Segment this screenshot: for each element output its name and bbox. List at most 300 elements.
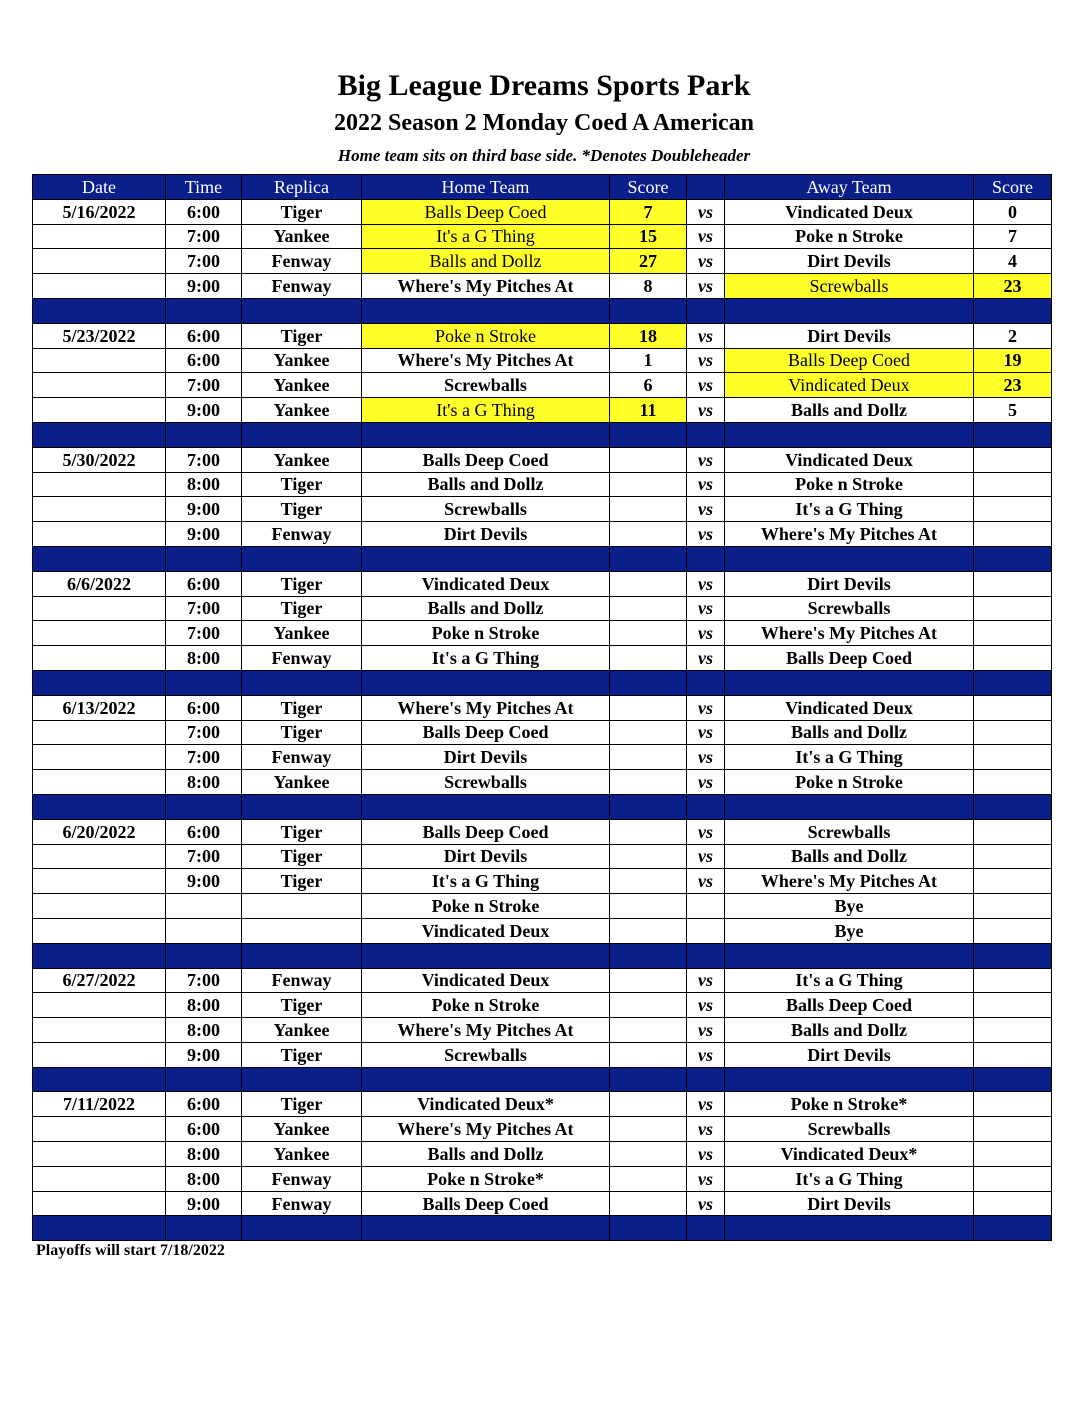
cell-vs: vs <box>687 745 725 770</box>
separator-cell <box>242 546 362 571</box>
table-row <box>33 249 1052 274</box>
week-separator <box>33 943 1052 968</box>
cell-away-score <box>974 1117 1052 1142</box>
separator-cell <box>725 794 974 819</box>
cell-date: 5/23/2022 <box>33 323 166 348</box>
week-separator <box>33 794 1052 819</box>
cell-home-score: 8 <box>610 274 687 299</box>
table-row <box>33 472 1052 497</box>
cell-time: 7:00 <box>166 447 242 472</box>
cell-date: 5/16/2022 <box>33 199 166 224</box>
cell-replica: Tiger <box>242 497 362 522</box>
cell-time: 8:00 <box>166 1018 242 1043</box>
cell-replica: Yankee <box>242 770 362 795</box>
separator-cell <box>974 298 1052 323</box>
cell-away-score <box>974 1092 1052 1117</box>
cell-date: 5/30/2022 <box>33 447 166 472</box>
separator-cell <box>166 943 242 968</box>
cell-home-score: 15 <box>610 224 687 249</box>
cell-home-team: It's a G Thing <box>362 398 610 423</box>
separator-cell <box>687 546 725 571</box>
cell-vs: vs <box>687 1117 725 1142</box>
cell-date <box>33 497 166 522</box>
cell-home-score: 6 <box>610 373 687 398</box>
cell-time: 6:00 <box>166 1117 242 1142</box>
cell-home-score <box>610 497 687 522</box>
table-row <box>33 1018 1052 1043</box>
cell-vs: vs <box>687 323 725 348</box>
separator-cell <box>725 546 974 571</box>
cell-vs: vs <box>687 968 725 993</box>
cell-time: 6:00 <box>166 348 242 373</box>
cell-away-score <box>974 522 1052 547</box>
cell-away-team: Where's My Pitches At <box>725 621 974 646</box>
cell-home-team: Vindicated Deux* <box>362 1092 610 1117</box>
cell-home-team: Screwballs <box>362 1042 610 1067</box>
cell-time: 7:00 <box>166 745 242 770</box>
separator-cell <box>362 1216 610 1241</box>
cell-away-team: Screwballs <box>725 274 974 299</box>
cell-vs: vs <box>687 373 725 398</box>
cell-replica: Tiger <box>242 323 362 348</box>
cell-away-team: Vindicated Deux <box>725 695 974 720</box>
separator-cell <box>242 1216 362 1241</box>
separator-cell <box>362 670 610 695</box>
cell-home-score: 7 <box>610 199 687 224</box>
cell-time: 7:00 <box>166 720 242 745</box>
cell-date <box>33 844 166 869</box>
cell-date <box>33 373 166 398</box>
cell-time <box>166 918 242 943</box>
cell-time: 7:00 <box>166 373 242 398</box>
cell-home-score <box>610 869 687 894</box>
cell-away-score: 23 <box>974 274 1052 299</box>
cell-time: 9:00 <box>166 398 242 423</box>
cell-home-score <box>610 1191 687 1216</box>
header-time: Time <box>166 175 242 200</box>
cell-home-team: Where's My Pitches At <box>362 1018 610 1043</box>
cell-replica: Fenway <box>242 646 362 671</box>
cell-time: 6:00 <box>166 695 242 720</box>
cell-away-score <box>974 1018 1052 1043</box>
cell-time: 8:00 <box>166 1166 242 1191</box>
separator-cell <box>33 794 166 819</box>
separator-cell <box>687 794 725 819</box>
cell-replica: Yankee <box>242 373 362 398</box>
cell-away-score <box>974 894 1052 919</box>
separator-cell <box>687 943 725 968</box>
schedule-note: Home team sits on third base side. *Denotes Doubleheader <box>337 146 751 165</box>
table-row <box>33 571 1052 596</box>
cell-replica: Tiger <box>242 571 362 596</box>
week-separator <box>33 546 1052 571</box>
cell-time: 6:00 <box>166 323 242 348</box>
cell-time: 7:00 <box>166 224 242 249</box>
cell-away-team: Bye <box>725 918 974 943</box>
separator-cell <box>362 1067 610 1092</box>
separator-cell <box>33 1216 166 1241</box>
cell-home-team: Balls and Dollz <box>362 1142 610 1167</box>
cell-home-score <box>610 472 687 497</box>
cell-away-score <box>974 968 1052 993</box>
cell-home-score <box>610 522 687 547</box>
cell-home-score: 1 <box>610 348 687 373</box>
separator-cell <box>687 1067 725 1092</box>
table-row <box>33 199 1052 224</box>
cell-away-score <box>974 869 1052 894</box>
table-row <box>33 1042 1052 1067</box>
table-row <box>33 869 1052 894</box>
cell-home-score <box>610 1166 687 1191</box>
cell-time: 8:00 <box>166 770 242 795</box>
cell-vs: vs <box>687 720 725 745</box>
cell-replica: Yankee <box>242 398 362 423</box>
cell-date <box>33 1042 166 1067</box>
cell-date <box>33 522 166 547</box>
cell-vs: vs <box>687 348 725 373</box>
cell-home-team: Dirt Devils <box>362 745 610 770</box>
cell-vs: vs <box>687 274 725 299</box>
cell-replica: Tiger <box>242 199 362 224</box>
table-row <box>33 274 1052 299</box>
cell-away-score <box>974 621 1052 646</box>
cell-vs: vs <box>687 1092 725 1117</box>
header-away-team: Away Team <box>725 175 974 200</box>
separator-cell <box>242 943 362 968</box>
cell-away-team: Vindicated Deux <box>725 447 974 472</box>
cell-home-team: Dirt Devils <box>362 522 610 547</box>
cell-replica <box>242 894 362 919</box>
cell-replica: Yankee <box>242 1018 362 1043</box>
cell-vs: vs <box>687 646 725 671</box>
cell-time: 6:00 <box>166 1092 242 1117</box>
cell-replica: Tiger <box>242 596 362 621</box>
cell-away-score <box>974 472 1052 497</box>
separator-cell <box>362 546 610 571</box>
cell-home-team: Balls Deep Coed <box>362 199 610 224</box>
cell-away-score <box>974 1042 1052 1067</box>
cell-away-score <box>974 1142 1052 1167</box>
cell-time: 6:00 <box>166 819 242 844</box>
cell-home-score <box>610 596 687 621</box>
cell-time: 8:00 <box>166 646 242 671</box>
cell-date: 6/13/2022 <box>33 695 166 720</box>
cell-replica: Fenway <box>242 968 362 993</box>
table-row <box>33 323 1052 348</box>
cell-vs: vs <box>687 1018 725 1043</box>
separator-cell <box>610 1216 687 1241</box>
cell-date <box>33 646 166 671</box>
separator-cell <box>974 670 1052 695</box>
cell-date <box>33 1166 166 1191</box>
cell-date: 6/6/2022 <box>33 571 166 596</box>
cell-home-team: It's a G Thing <box>362 224 610 249</box>
separator-cell <box>610 422 687 447</box>
cell-away-team: It's a G Thing <box>725 745 974 770</box>
cell-date <box>33 1191 166 1216</box>
cell-home-team: Balls and Dollz <box>362 472 610 497</box>
table-row <box>33 1191 1052 1216</box>
cell-date <box>33 472 166 497</box>
cell-time: 6:00 <box>166 571 242 596</box>
cell-home-score <box>610 646 687 671</box>
page-title: Big League Dreams Sports Park <box>337 69 751 102</box>
cell-away-team: Balls Deep Coed <box>725 993 974 1018</box>
cell-away-team: Balls Deep Coed <box>725 348 974 373</box>
cell-home-team: Poke n Stroke <box>362 993 610 1018</box>
cell-date <box>33 720 166 745</box>
cell-replica: Tiger <box>242 1042 362 1067</box>
table-row <box>33 993 1052 1018</box>
cell-away-score <box>974 720 1052 745</box>
cell-time: 6:00 <box>166 199 242 224</box>
cell-time: 7:00 <box>166 249 242 274</box>
cell-home-team: Screwballs <box>362 770 610 795</box>
cell-replica: Fenway <box>242 745 362 770</box>
cell-away-score: 2 <box>974 323 1052 348</box>
cell-replica: Fenway <box>242 1166 362 1191</box>
separator-cell <box>725 298 974 323</box>
cell-away-score <box>974 571 1052 596</box>
cell-home-team: Vindicated Deux <box>362 918 610 943</box>
table-row <box>33 522 1052 547</box>
cell-replica: Yankee <box>242 447 362 472</box>
cell-away-score <box>974 1166 1052 1191</box>
cell-vs: vs <box>687 1166 725 1191</box>
cell-replica: Fenway <box>242 249 362 274</box>
cell-time: 9:00 <box>166 1042 242 1067</box>
cell-home-score: 18 <box>610 323 687 348</box>
separator-cell <box>33 1067 166 1092</box>
separator-cell <box>974 422 1052 447</box>
header-replica: Replica <box>242 175 362 200</box>
cell-home-team: Poke n Stroke* <box>362 1166 610 1191</box>
cell-home-team: Poke n Stroke <box>362 621 610 646</box>
cell-away-team: Poke n Stroke <box>725 770 974 795</box>
week-separator <box>33 298 1052 323</box>
table-row <box>33 770 1052 795</box>
cell-time: 8:00 <box>166 472 242 497</box>
cell-away-team: Bye <box>725 894 974 919</box>
cell-home-score <box>610 918 687 943</box>
table-row <box>33 1166 1052 1191</box>
table-row <box>33 497 1052 522</box>
cell-replica: Yankee <box>242 348 362 373</box>
separator-cell <box>166 670 242 695</box>
separator-cell <box>974 1067 1052 1092</box>
cell-time: 9:00 <box>166 869 242 894</box>
cell-away-team: Screwballs <box>725 596 974 621</box>
cell-replica: Tiger <box>242 695 362 720</box>
cell-away-score: 4 <box>974 249 1052 274</box>
cell-vs: vs <box>687 819 725 844</box>
week-separator <box>33 1067 1052 1092</box>
cell-date <box>33 745 166 770</box>
cell-date: 7/11/2022 <box>33 1092 166 1117</box>
header-home-score: Score <box>610 175 687 200</box>
cell-replica: Tiger <box>242 472 362 497</box>
cell-home-score <box>610 770 687 795</box>
week-separator <box>33 1216 1052 1241</box>
table-row <box>33 348 1052 373</box>
cell-vs: vs <box>687 1142 725 1167</box>
cell-date <box>33 274 166 299</box>
cell-away-team: Screwballs <box>725 1117 974 1142</box>
cell-home-team: Balls Deep Coed <box>362 819 610 844</box>
cell-home-team: Vindicated Deux <box>362 968 610 993</box>
table-row <box>33 621 1052 646</box>
separator-cell <box>33 943 166 968</box>
cell-vs <box>687 894 725 919</box>
separator-cell <box>33 422 166 447</box>
header-row <box>33 175 1052 200</box>
cell-time: 7:00 <box>166 621 242 646</box>
cell-vs: vs <box>687 249 725 274</box>
cell-away-team: Vindicated Deux <box>725 373 974 398</box>
cell-replica: Tiger <box>242 1092 362 1117</box>
separator-cell <box>166 1067 242 1092</box>
table-row <box>33 398 1052 423</box>
cell-home-team: Where's My Pitches At <box>362 348 610 373</box>
separator-cell <box>725 670 974 695</box>
cell-away-score <box>974 695 1052 720</box>
cell-home-score <box>610 1018 687 1043</box>
separator-cell <box>610 546 687 571</box>
cell-home-team: Where's My Pitches At <box>362 1117 610 1142</box>
cell-replica <box>242 918 362 943</box>
separator-cell <box>610 298 687 323</box>
cell-home-score <box>610 993 687 1018</box>
cell-home-score <box>610 720 687 745</box>
cell-vs: vs <box>687 1191 725 1216</box>
cell-vs: vs <box>687 571 725 596</box>
page-subtitle: 2022 Season 2 Monday Coed A American <box>333 110 755 136</box>
cell-away-score <box>974 993 1052 1018</box>
cell-date <box>33 1117 166 1142</box>
cell-home-team: Dirt Devils <box>362 844 610 869</box>
separator-cell <box>242 422 362 447</box>
table-row <box>33 224 1052 249</box>
separator-cell <box>362 794 610 819</box>
table-row <box>33 1142 1052 1167</box>
header-home-team: Home Team <box>362 175 610 200</box>
cell-vs: vs <box>687 398 725 423</box>
cell-replica: Yankee <box>242 1142 362 1167</box>
table-row <box>33 1092 1052 1117</box>
week-separator <box>33 422 1052 447</box>
cell-away-team: Vindicated Deux <box>725 199 974 224</box>
cell-home-score <box>610 1042 687 1067</box>
cell-away-score <box>974 819 1052 844</box>
cell-home-team: Where's My Pitches At <box>362 274 610 299</box>
cell-replica: Tiger <box>242 993 362 1018</box>
cell-away-score: 5 <box>974 398 1052 423</box>
table-row <box>33 373 1052 398</box>
cell-home-score <box>610 1117 687 1142</box>
table-row <box>33 745 1052 770</box>
cell-time: 9:00 <box>166 1191 242 1216</box>
cell-time: 9:00 <box>166 274 242 299</box>
separator-cell <box>362 422 610 447</box>
cell-home-score <box>610 1142 687 1167</box>
cell-home-score <box>610 447 687 472</box>
cell-away-team: Poke n Stroke <box>725 224 974 249</box>
separator-cell <box>687 670 725 695</box>
cell-home-team: It's a G Thing <box>362 869 610 894</box>
cell-replica: Yankee <box>242 621 362 646</box>
cell-home-team: Vindicated Deux <box>362 571 610 596</box>
cell-away-score <box>974 844 1052 869</box>
cell-away-team: Balls and Dollz <box>725 720 974 745</box>
cell-replica: Yankee <box>242 1117 362 1142</box>
cell-away-team: Balls Deep Coed <box>725 646 974 671</box>
separator-cell <box>166 1216 242 1241</box>
separator-cell <box>725 1067 974 1092</box>
table-row <box>33 695 1052 720</box>
cell-home-score <box>610 621 687 646</box>
cell-away-team: Dirt Devils <box>725 571 974 596</box>
table-row <box>33 1117 1052 1142</box>
separator-cell <box>725 943 974 968</box>
cell-vs: vs <box>687 596 725 621</box>
cell-home-score <box>610 968 687 993</box>
separator-cell <box>242 794 362 819</box>
cell-away-score: 23 <box>974 373 1052 398</box>
cell-time: 7:00 <box>166 596 242 621</box>
cell-away-team: Balls and Dollz <box>725 1018 974 1043</box>
separator-cell <box>166 546 242 571</box>
cell-time: 7:00 <box>166 968 242 993</box>
separator-cell <box>33 298 166 323</box>
cell-away-team: Dirt Devils <box>725 1042 974 1067</box>
cell-vs: vs <box>687 497 725 522</box>
cell-away-score <box>974 497 1052 522</box>
cell-away-team: Balls and Dollz <box>725 844 974 869</box>
cell-home-team: Poke n Stroke <box>362 894 610 919</box>
cell-vs: vs <box>687 199 725 224</box>
cell-vs: vs <box>687 472 725 497</box>
cell-replica: Fenway <box>242 1191 362 1216</box>
cell-vs: vs <box>687 621 725 646</box>
cell-away-team: Vindicated Deux* <box>725 1142 974 1167</box>
separator-cell <box>687 1216 725 1241</box>
cell-away-score <box>974 596 1052 621</box>
cell-home-team: Balls Deep Coed <box>362 447 610 472</box>
cell-date <box>33 918 166 943</box>
cell-home-team: Screwballs <box>362 497 610 522</box>
cell-vs <box>687 918 725 943</box>
separator-cell <box>725 422 974 447</box>
cell-home-team: Poke n Stroke <box>362 323 610 348</box>
cell-vs: vs <box>687 993 725 1018</box>
separator-cell <box>362 298 610 323</box>
cell-vs: vs <box>687 695 725 720</box>
cell-home-score <box>610 894 687 919</box>
separator-cell <box>610 943 687 968</box>
cell-replica: Tiger <box>242 720 362 745</box>
cell-home-team: Screwballs <box>362 373 610 398</box>
cell-date <box>33 348 166 373</box>
cell-date <box>33 770 166 795</box>
separator-cell <box>33 546 166 571</box>
cell-away-team: Dirt Devils <box>725 323 974 348</box>
cell-date <box>33 249 166 274</box>
cell-home-score: 11 <box>610 398 687 423</box>
header-vs <box>687 175 725 200</box>
cell-home-score <box>610 695 687 720</box>
cell-home-score <box>610 819 687 844</box>
table-row <box>33 596 1052 621</box>
